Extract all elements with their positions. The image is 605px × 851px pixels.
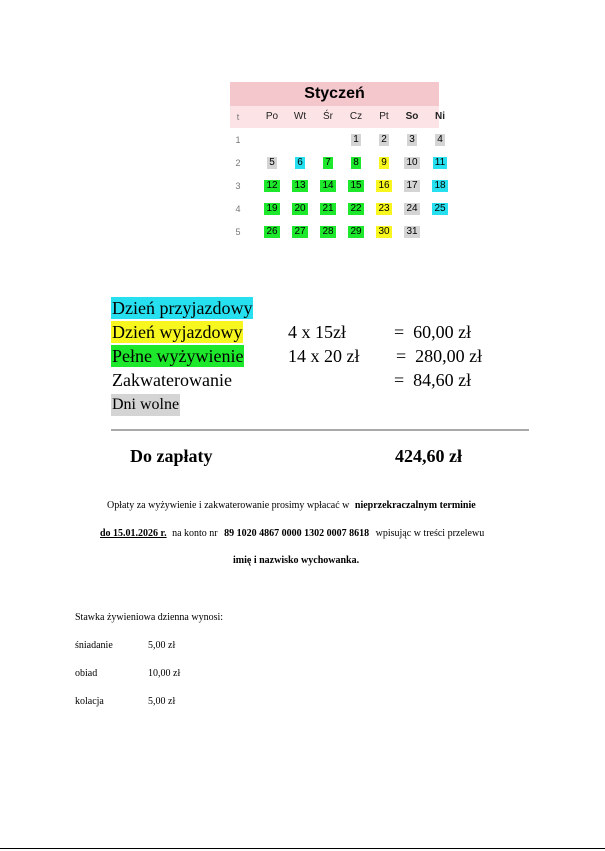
calendar-day-number: 29 — [350, 226, 362, 237]
legend-days-off — [111, 392, 180, 414]
calendar-day-cell — [286, 129, 314, 151]
calendar-day-cell — [370, 198, 398, 220]
page-bottom-border — [0, 848, 605, 849]
calendar-day-cell — [370, 152, 398, 174]
calendar-day-cell — [286, 198, 314, 220]
calendar-day-cell — [342, 221, 370, 243]
calendar-day-cell — [398, 198, 426, 220]
legend-arrival — [111, 297, 253, 319]
calendar-day-number: 27 — [294, 226, 306, 237]
payment-text-2: wpisując w treści przelewu — [375, 528, 485, 539]
calendar-day-number: 31 — [406, 226, 418, 237]
full-board-calc: 14 x 20 zł — [288, 346, 360, 366]
rate-price: 5,00 zł — [148, 640, 176, 651]
calendar-day-number: 3 — [409, 134, 415, 145]
rate-price: 5,00 zł — [148, 696, 176, 707]
legend-departure — [111, 321, 243, 343]
calendar-day-cell — [398, 152, 426, 174]
accommodation-total: = 84,60 zł — [394, 370, 472, 390]
calendar-day-cell — [370, 129, 398, 151]
calendar-day-number: 14 — [322, 180, 334, 191]
calendar-day-header: Wt — [293, 111, 307, 122]
legend-full-board — [111, 345, 244, 367]
calendar-day-cell — [258, 152, 286, 174]
payment-name-note: imię i nazwisko wychowanka. — [233, 555, 360, 566]
calendar-day-cell — [286, 152, 314, 174]
calendar-day-cell — [342, 175, 370, 197]
calendar-day-number: 22 — [350, 203, 362, 214]
departure-total: = 60,00 zł — [394, 322, 472, 342]
calendar-day-number: 28 — [322, 226, 334, 237]
calendar-day-cell — [258, 175, 286, 197]
calendar-day-cell — [426, 152, 454, 174]
payment-deadline-note: nieprzekraczalnym terminie — [354, 500, 476, 511]
calendar-day-number: 18 — [434, 180, 446, 191]
calendar-day-number: 13 — [294, 180, 306, 191]
calendar-day-cell — [258, 129, 286, 151]
calendar-day-number: 25 — [434, 203, 446, 214]
calendar-day-number: 5 — [269, 157, 275, 168]
calendar-day-number: 16 — [378, 180, 390, 191]
calendar-week-header: t — [236, 112, 240, 122]
calendar-day-cell — [314, 198, 342, 220]
calendar-day-cell — [398, 129, 426, 151]
calendar-day-number: 1 — [353, 134, 359, 145]
calendar-week-number: 1 — [235, 135, 241, 145]
payment-line-2 — [100, 527, 484, 541]
calendar-day-number: 12 — [266, 180, 278, 191]
payment-deadline: do 15.01.2026 r. — [100, 528, 167, 539]
calendar-day-cell — [314, 221, 342, 243]
legend-accommodation — [111, 369, 233, 391]
calendar-day-cell — [426, 129, 454, 151]
calendar-day-cell — [314, 129, 342, 151]
calendar-week-number: 4 — [235, 204, 241, 214]
calendar-day-cell — [426, 175, 454, 197]
calendar-day-cell — [342, 198, 370, 220]
calendar-week-number: 5 — [235, 227, 241, 237]
calendar-day-cell — [370, 221, 398, 243]
payment-account-number: 89 1020 4867 0000 1302 0007 8618 — [224, 528, 370, 539]
calendar-day-number: 15 — [350, 180, 362, 191]
calendar-day-cell — [286, 175, 314, 197]
calendar-day-number: 11 — [434, 157, 446, 168]
calendar-day-number: 6 — [297, 157, 303, 168]
calendar-week-number: 2 — [235, 158, 241, 168]
calendar-day-number: 19 — [266, 203, 278, 214]
calendar-day-number: 8 — [353, 157, 359, 168]
calendar-day-number: 2 — [381, 134, 387, 145]
payment-line-1 — [107, 499, 476, 513]
calendar-day-cell — [370, 175, 398, 197]
calendar-day-number: 21 — [322, 203, 334, 214]
legend-days-off-label: Dni wolne — [111, 394, 180, 416]
departure-calc: 4 x 15zł — [288, 322, 346, 342]
calendar-day-number: 7 — [325, 157, 331, 168]
calendar-month-title: Styczeń — [230, 82, 439, 106]
calendar-day-header: So — [405, 111, 419, 122]
calendar-day-cell — [342, 152, 370, 174]
calendar-day-cell — [314, 152, 342, 174]
calendar-day-header: Po — [265, 111, 279, 122]
calendar-day-cell — [286, 221, 314, 243]
legend-accommodation-label: Zakwaterowanie — [112, 370, 232, 390]
calendar-day-cell — [314, 175, 342, 197]
calendar-day-cell — [398, 175, 426, 197]
rate-price: 10,00 zł — [148, 668, 181, 679]
calendar-day-header: Cz — [349, 111, 363, 122]
payment-line-3 — [233, 554, 359, 568]
calendar-day-number: 24 — [406, 203, 418, 214]
total-amount: 424,60 zł — [395, 446, 462, 466]
calendar-day-number: 9 — [381, 157, 387, 168]
calendar-day-cell — [258, 198, 286, 220]
calendar-day-number: 23 — [378, 203, 390, 214]
total-label: Do zapłaty — [130, 446, 213, 466]
calendar-day-number: 26 — [266, 226, 278, 237]
calendar-day-cell — [258, 221, 286, 243]
calendar-day-cell — [342, 129, 370, 151]
payment-account-label: na konto nr — [172, 528, 218, 539]
calendar-day-cell — [426, 198, 454, 220]
legend-full-board-label: Pełne wyżywienie — [112, 346, 244, 366]
rates-heading: Stawka żywieniowa dzienna wynosi: — [75, 612, 224, 623]
calendar-day-number: 17 — [406, 180, 418, 191]
legend-departure-label: Dzień wyjazdowy — [112, 322, 243, 342]
calendar-day-header: Ni — [435, 111, 445, 122]
rate-meal: obiad — [75, 668, 98, 679]
calendar-day-header: Śr — [323, 111, 333, 122]
legend-arrival-label: Dzień przyjazdowy — [112, 298, 253, 318]
calendar-day-cell — [426, 221, 454, 243]
calendar-day-number: 20 — [294, 203, 306, 214]
full-board-total: = 280,00 zł — [396, 346, 483, 366]
calendar-day-number: 30 — [378, 226, 390, 237]
calendar-week-number: 3 — [235, 181, 241, 191]
calendar-day-number: 4 — [437, 134, 443, 145]
rate-meal: śniadanie — [75, 640, 113, 651]
calendar-day-number: 10 — [406, 157, 418, 168]
divider-line — [111, 429, 529, 431]
payment-text-1: Opłaty za wyżywienie i zakwaterowanie prosimy wpłacać w — [107, 500, 350, 511]
calendar-day-cell — [398, 221, 426, 243]
calendar-day-header: Pt — [379, 111, 389, 122]
rate-meal: kolacja — [75, 696, 104, 707]
